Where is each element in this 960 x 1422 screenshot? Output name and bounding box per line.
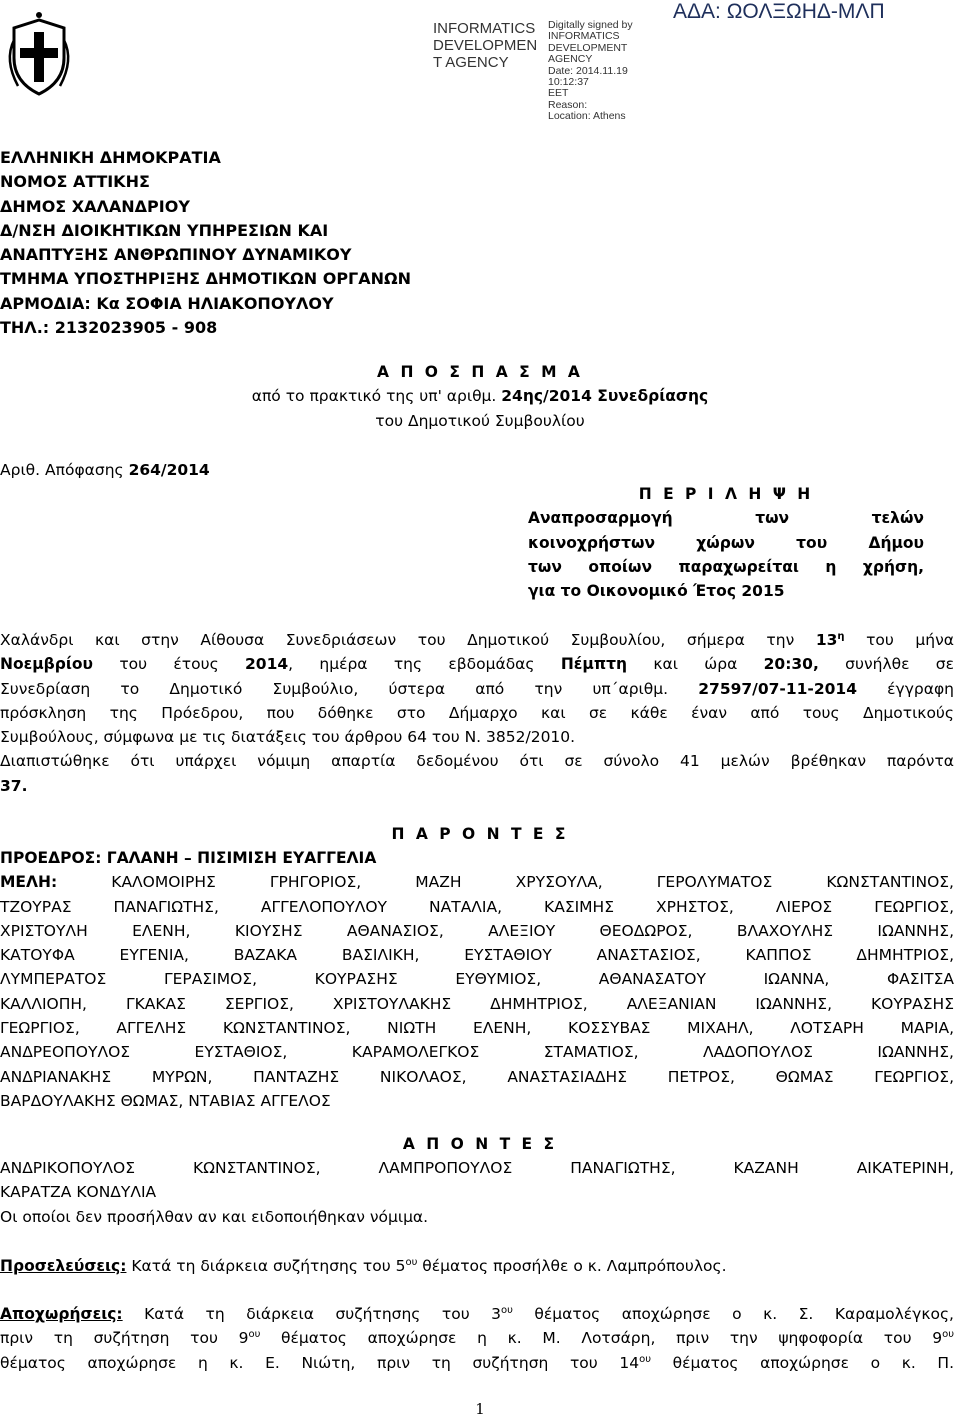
arrivals-label: Προσελεύσεις: (0, 1257, 127, 1275)
summary-title: Π Ε Ρ Ι Λ Η Ψ Η (638, 485, 814, 503)
ordinal-suffix: ου (639, 1353, 652, 1365)
departures-line (0, 1326, 954, 1350)
body-line: Συμβούλους, σύμφωνα με τις διατάξεις του άρθρου 64 του Ν. 3852/2010. (0, 728, 576, 747)
text: έγγραφη (856, 679, 954, 698)
absence-note: Οι οποίοι δεν προσήλθαν αν και ειδοποιήθηκαν νόμιμα. (0, 1208, 429, 1226)
digital-signature-info (548, 20, 668, 123)
text: Χαλάνδρι και στην Αίθουσα Συνεδριάσεων του Δημοτικού Συμβουλίου, σήμερα την (0, 631, 816, 649)
present-count: 37. (0, 776, 28, 795)
members-line: ΑΝΔΡΙΑΝΑΚΗΣ ΜΥΡΩΝ, ΠΑΝΤΑΖΗΣ ΝΙΚΟΛΑΟΣ, ΑΝΑΣΤΑΣΙΑΔΗΣ ΠΕΤΡΟΣ, ΘΩΜΑΣ ΓΕΩΡΓΙΟΣ, (0, 1067, 954, 1086)
signature-line: Date: 2014.11.19 10:12:37 (548, 64, 628, 89)
departures-line (0, 1302, 954, 1326)
absent-line: ΚΑΡΑΤΖΑ ΚΟΝΔΥΛΙΑ (0, 1183, 157, 1202)
members-line: ΚΑΛΛΙΟΠΗ, ΓΚΑΚΑΣ ΣΕΡΓΙΟΣ, ΧΡΙΣΤΟΥΛΑΚΗΣ ΔΗΜΗΤΡΙΟΣ, ΑΛΕΞΑΝΙΑΝ ΙΩΑΝΝΗΣ, ΚΟΥΡΑΣΗΣ (0, 994, 954, 1013)
body-line (0, 677, 954, 701)
signature-line: INFORMATICS (548, 30, 620, 43)
body-line: Διαπιστώθηκε ότι υπάρχει νόμιμη απαρτία δεδομένου ότι σε σύνολο 41 μελών βρέθηκαν παρόντα (0, 752, 954, 771)
excerpt-title: Α Π Ο Σ Π Α Σ Μ Α (377, 363, 583, 381)
signature-line: Location: Athens (548, 110, 626, 123)
header-line: ΑΝΑΠΤΥΞΗΣ ΑΝΘΡΩΠΙΝΟΥ ΔΥΝΑΜΙΚΟΥ (0, 245, 352, 265)
signature-line: Reason: (548, 98, 588, 111)
header-line: ΔΗΜΟΣ ΧΑΛΑΝΔΡΙΟΥ (0, 196, 190, 216)
decision-label: Αριθ. Απόφασης (0, 461, 129, 479)
text: Κατά τη διάρκεια συζήτησης του 3 (122, 1305, 502, 1323)
text: και ώρα (627, 655, 764, 674)
summary-block (528, 482, 924, 603)
excerpt-source (0, 384, 960, 408)
members-line: ΛΥΜΠΕΡΑΤΟΣ ΓΕΡΑΣΙΜΟΣ, ΚΟΥΡΑΣΗΣ ΕΥΘΥΜΙΟΣ, ΑΘΑΝΑΣΑΤΟΥ ΙΩΑΝΝΑ, ΦΑΣΙΤΣΑ (0, 970, 954, 989)
ada-code: ΑΔΑ: ΩΟΛΞΩΗΔ-ΜΛΠ (673, 0, 885, 23)
members-line: ΓΕΩΡΓΙΟΣ, ΑΓΓΕΛΗΣ ΚΩΝΣΤΑΝΤΙΝΟΣ, ΝΙΩΤΗ ΕΛΕΝΗ, ΚΟΣΣΥΒΑΣ ΜΙΧΑΗΛ, ΛΟΤΣΑΡΗ ΜΑΡΙΑ, (0, 1019, 954, 1038)
date-month: Νοεμβρίου (0, 655, 93, 674)
session-number: 24ης/2014 Συνεδρίασης (501, 387, 709, 406)
text: Κατά τη διάρκεια συζήτησης του 5 (126, 1257, 406, 1275)
absent-line: ΑΝΔΡΙΚΟΠΟΥΛΟΣ ΚΩΝΣΤΑΝΤΙΝΟΣ, ΛΑΜΠΡΟΠΟΥΛΟΣ ΠΑΝΑΓΙΩΤΗΣ, ΚΑΖΑΝΗ ΑΙΚΑΤΕΡΙΝΗ, (0, 1159, 954, 1177)
members-line: ΒΑΡΔΟΥΛΑΚΗΣ ΘΩΜΑΣ, ΝΤΑΒΙΑΣ ΑΓΓΕΛΟΣ (0, 1091, 331, 1110)
summary-line: των οποίων παραχωρείται η χρήση, (528, 557, 924, 576)
header-line: ΕΛΛΗΝΙΚΗ ΔΗΜΟΚΡΑΤΙΑ (0, 148, 221, 167)
session-paragraph (0, 628, 954, 798)
signature-organization: INFORMATICS DEVELOPMEN T AGENCY (433, 20, 538, 71)
members-line: ΚΑΤΟΥΦΑ ΕΥΓΕΝΙΑ, ΒΑΖΑΚΑ ΒΑΣΙΛΙΚΗ, ΕΥΣΤΑΘΙΟΥ ΑΝΑΣΤΑΣΙΟΣ, ΚΑΠΠΟΣ ΔΗΜΗΤΡΙΟΣ, (0, 946, 954, 965)
header-line: Δ/ΝΣΗ ΔΙΟΙΚΗΤΙΚΩΝ ΥΠΗΡΕΣΙΩΝ ΚΑΙ (0, 220, 329, 240)
text: , ημέρα της εβδομάδας (288, 655, 561, 674)
present-title: Π Α Ρ Ο Ν Τ Ε Σ (391, 825, 569, 843)
members-line: ΧΡΙΣΤΟΥΛΗ ΕΛΕΝΗ, ΚΙΟΥΣΗΣ ΑΘΑΝΑΣΙΟΣ, ΑΛΕΞΙΟΥ ΘΕΟΔΩΡΟΣ, ΒΛΑΧΟΥΛΗΣ ΙΩΑΝΝΗΣ, (0, 921, 954, 940)
departures (0, 1302, 954, 1375)
text: πριν τη συζήτηση του 9 (0, 1329, 249, 1348)
header-line: ΑΡΜΟΔΙΑ: Κα ΣΟΦΙΑ ΗΛΙΑΚΟΠΟΥΛΟΥ (0, 293, 334, 313)
summary-line: Αναπροσαρμογή των τελών (528, 509, 924, 528)
summary-line: για το Οικονομικό Έτος 2015 (528, 582, 785, 601)
text: θέματος προσήλθε ο κ. Λαμπρόπουλος. (417, 1257, 727, 1275)
text: Συνεδρίαση το Δημοτικό Συμβούλιο, ύστερα από την υπ΄αριθμ. (0, 679, 699, 698)
page-number: 1 (475, 1400, 485, 1418)
departures-line (0, 1351, 954, 1375)
text: του μήνα (844, 631, 954, 649)
summary-line: κοινοχρήστων χώρων του Δήμου (528, 533, 924, 552)
ordinal-suffix: ου (501, 1304, 513, 1316)
members-line (0, 870, 954, 894)
absent-list (0, 1156, 954, 1205)
departures-label: Αποχωρήσεις: (0, 1305, 123, 1323)
body-line: πρόσκληση της Πρόεδρου, που δόθηκε στο Δήμαρχο και σε κάθε έναν από τους Δημοτικούς (0, 703, 954, 722)
invitation-number: 27597/07-11-2014 (698, 679, 857, 698)
date-day: 13 (815, 631, 838, 649)
ordinal-suffix: ου (248, 1329, 261, 1341)
ordinal-suffix: η (837, 630, 845, 642)
text: θέματος αποχώρησε η κ. Μ. Λοτσάρη, πριν την ψηφοφορία του 9 (260, 1329, 943, 1348)
ordinal-suffix: ου (405, 1256, 418, 1268)
members-names: ΚΑΛΟΜΟΙΡΗΣ ΓΡΗΓΟΡΙΟΣ, ΜΑΖΗ ΧΡΥΣΟΥΛΑ, ΓΕΡΟΛΥΜΑΤΟΣ ΚΩΝΣΤΑΝΤΙΝΟΣ, (57, 873, 954, 892)
header-line: ΤΜΗΜΑ ΥΠΟΣΤΗΡΙΞΗΣ ΔΗΜΟΤΙΚΩΝ ΟΡΓΑΝΩΝ (0, 269, 412, 289)
council-name: του Δημοτικού Συμβουλίου (375, 411, 585, 430)
decision-number (0, 458, 210, 482)
body-line (0, 652, 954, 676)
members-label: ΜΕΛΗ: (0, 873, 58, 892)
header-line: ΤΗΛ.: 2132023905 - 908 (0, 318, 218, 338)
time: 20:30, (763, 655, 819, 674)
weekday: Πέμπτη (560, 655, 628, 674)
header-line: ΝΟΜΟΣ ΑΤΤΙΚΗΣ (0, 172, 150, 192)
text: συνήλθε σε (818, 655, 955, 674)
absent-title: Α Π Ο Ν Τ Ε Σ (402, 1135, 558, 1153)
text: θέματος αποχώρησε ο κ. Π. (651, 1353, 954, 1372)
text: θέματος αποχώρησε ο κ. Σ. Καραμολέγκος, (512, 1305, 954, 1323)
signature-line: EET (548, 87, 569, 100)
present-list (0, 846, 954, 1113)
text: θέματος αποχώρησε η κ. Ε. Νιώτη, πριν τη συζήτηση του 14 (0, 1353, 640, 1372)
excerpt-source-text: από το πρακτικό της υπ' αριθμ. (251, 387, 502, 406)
text: του έτους (93, 655, 245, 674)
greek-emblem-icon (0, 0, 78, 100)
ordinal-suffix: ου (942, 1329, 955, 1341)
signature-line: Digitally signed by (548, 19, 633, 31)
issuer-header (0, 146, 411, 340)
date-year: 2014 (245, 655, 289, 674)
excerpt-heading (0, 360, 960, 433)
decision-value: 264/2014 (128, 461, 210, 479)
signature-line: DEVELOPMENT AGENCY (548, 41, 628, 66)
members-line: ΤΖΟΥΡΑΣ ΠΑΝΑΓΙΩΤΗΣ, ΑΓΓΕΛΟΠΟΥΛΟΥ ΝΑΤΑΛΙΑ, ΚΑΣΙΜΗΣ ΧΡΗΣΤΟΣ, ΛΙΕΡΟΣ ΓΕΩΡΓΙΟΣ, (0, 897, 954, 916)
body-line (0, 628, 954, 652)
arrivals (0, 1254, 954, 1278)
members-line: ΑΝΔΡΕΟΠΟΥΛΟΣ ΕΥΣΤΑΘΙΟΣ, ΚΑΡΑΜΟΛΕΓΚΟΣ ΣΤΑΜΑΤΙΟΣ, ΛΑΔΟΠΟΥΛΟΣ ΙΩΑΝΝΗΣ, (0, 1043, 954, 1062)
chairperson: ΠΡΟΕΔΡΟΣ: ΓΑΛΑΝΗ – ΠΙΣΙΜΙΣΗ ΕΥΑΓΓΕΛΙΑ (0, 849, 377, 867)
